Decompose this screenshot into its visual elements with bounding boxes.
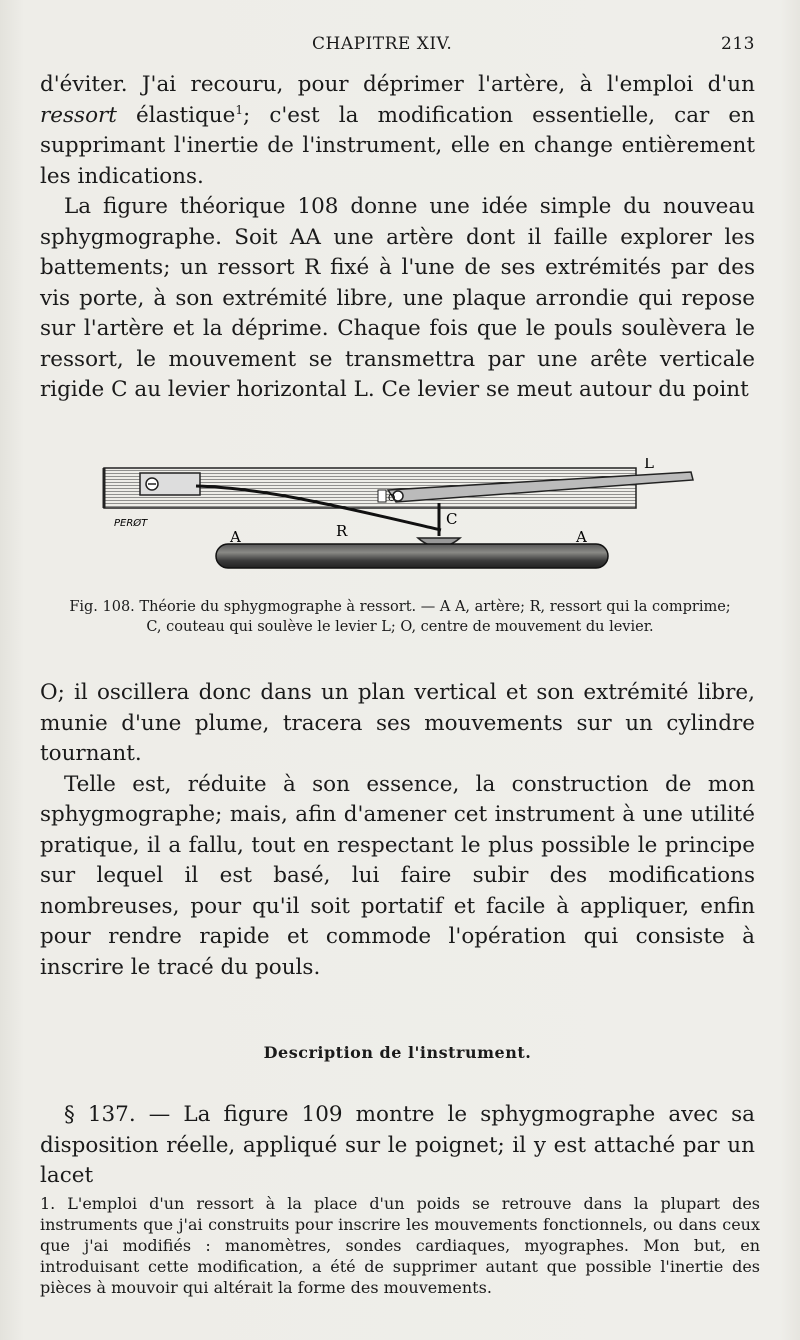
caption-line-1: Fig. 108. Théorie du sphygmographe à ressort. — A A, artère; R, ressort qui la comprime; [69,599,731,615]
running-header [40,34,755,58]
footnote: 1. L'emploi d'un ressort à la place d'un poids se retrouve dans la plupart des instruments que j'ai construits pour inscrire les mouvements fonctionnels, ou dans ceux que j'ai modifiés : manomètres, sondes cardiaques, myographes. Mon but, en introduisant cette modification, a été de supprimer autant que possible l'inertie des pièces à mouvoir qui altérait la forme des mouvements. [40,1194,760,1297]
label-O: O [388,494,396,504]
paragraph-4: Telle est, réduite à son essence, la construction de mon sphygmographe; mais, afin d'amener cet instrument à une utilité pratique, il a fallu, tout en respectant le plus possible le principe sur lequel il est basé, lui faire subir des modifications nombreuses, pour qu'il soit portatif et facile à appliquer, enfin pour rendre rapide et commode l'opération qui consiste à inscrire le tracé du pouls. [40,771,755,980]
label-C: C [446,510,458,528]
section-heading: Description de l'instrument. [263,1043,532,1062]
p1-italic-ressort: ressort [40,102,117,128]
paragraph-2: La figure théorique 108 donne une idée simple du nouveau sphygmographe. Soit AA une artère dont il faille explorer les battements; un ressort R fixé à l'une de ses extrémités par des vis porte, à son extrémité libre, une plaque arrondie qui repose sur l'artère et la déprime. Chaque fois que le pouls soulèvera le ressort, le mouvement se transmettra par une arête verticale rigide C au levier horizontal L. Ce levier se meut autour du point [40,194,755,402]
label-A-right: A [576,528,587,546]
engraver-signature: PERØT [114,518,148,529]
p1-end: ; c'est la modification essentielle, car en supprimant l'inertie de l'instrument, elle en change entièrement les indications. [40,102,755,189]
chapter-title: CHAPITRE XIV. [312,34,453,54]
p1-start: d'éviter. J'ai recouru, pour déprimer l'artère, à l'emploi d'un [40,72,755,97]
paragraph-5: § 137. — La figure 109 montre le sphygmographe avec sa disposition réelle, appliqué sur le poignet; il y est attaché par un lacet [40,1102,755,1188]
figure-108-engraving [96,458,706,588]
caption-line-2: C, couteau qui soulève le levier L; O, centre de mouvement du levier. [146,619,654,635]
label-R: R [336,522,348,540]
footnote-ref: 1 [235,102,243,117]
top-text-block [40,70,755,406]
label-L: L [644,458,654,472]
artery-AA [216,544,608,568]
label-A-left: A [230,528,241,546]
page-number: 213 [721,34,755,54]
p1-elastique: élastique [116,102,236,128]
paragraph-1 [40,70,755,192]
figure-caption [60,597,740,637]
middle-text-block [40,678,755,983]
paragraph-3: O; il oscillera donc dans un plan vertical et son extrémité libre, munie d'une plume, tracera ses mouvements sur un cylindre tournant. [40,680,755,766]
section-text-block [40,1100,755,1192]
